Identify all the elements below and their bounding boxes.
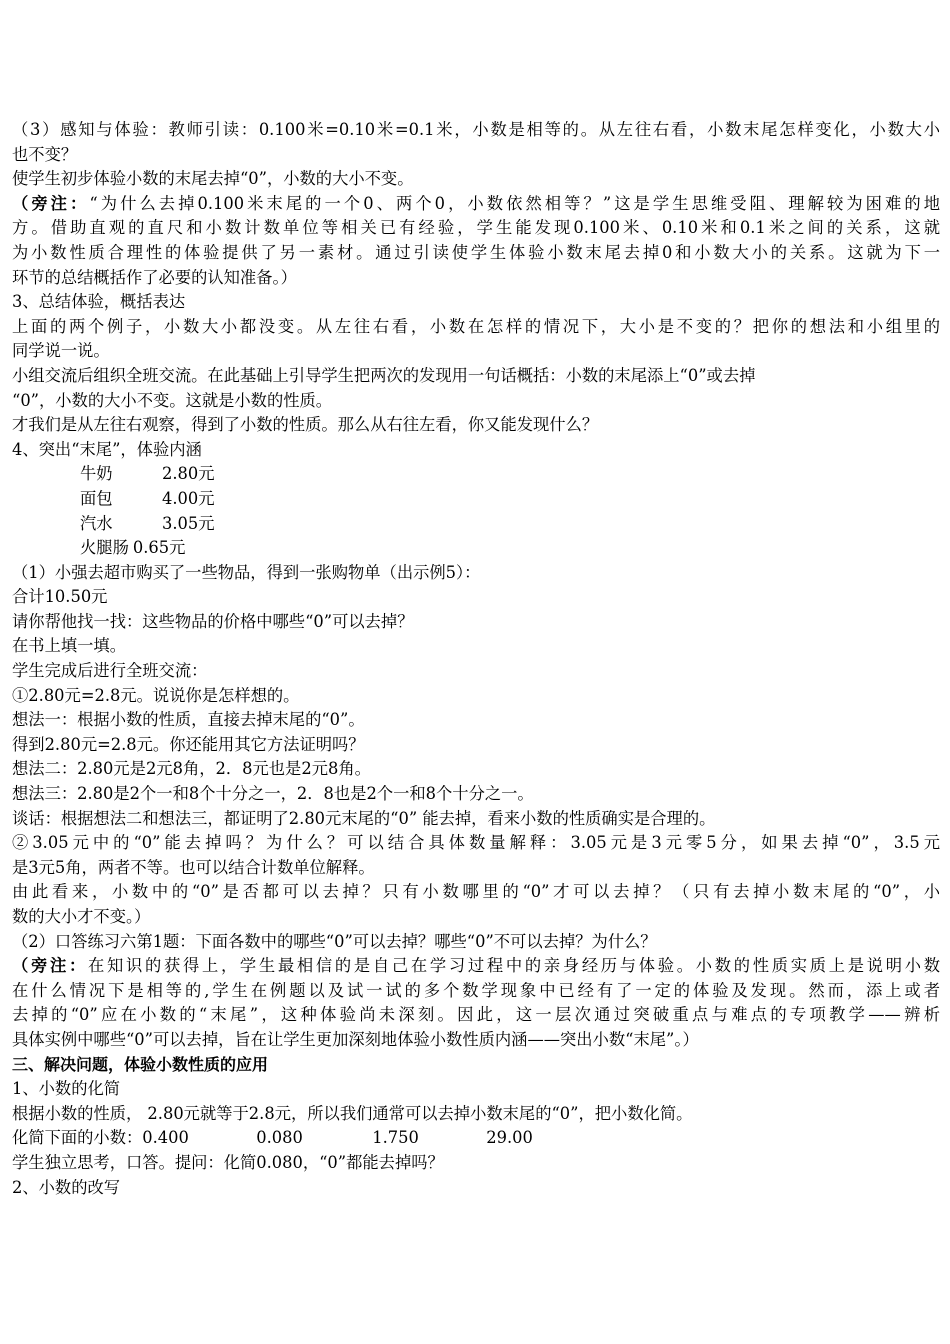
text-line: 为小数性质合理性的体验提供了另一素材。通过引读使学生体验小数末尾去掉0和小数大小的关系。这就为下一 (12, 242, 940, 262)
item-name: 汽水 (80, 513, 113, 533)
side-note-label: （旁注： (12, 956, 88, 976)
item-name: 火腿肠 (80, 538, 129, 558)
text-line: 小组交流后组织全班交流。在此基础上引导学生把两次的发现用一句话概括：小数的末尾添上“0”或去掉 (12, 365, 756, 385)
side-note-label: （旁注： (12, 193, 90, 213)
section-heading: 1、小数的化简 (12, 1079, 121, 1099)
text-line: 请你帮他找一找：这些物品的价格中哪些“0”可以去掉？ (12, 611, 414, 631)
text-line: 学生完成后进行全班交流： (12, 661, 208, 681)
text-line: 也不变？ (12, 144, 78, 164)
text-line: 数的大小才不变。） (12, 907, 151, 926)
simplify-value: 0.400 (142, 1128, 189, 1148)
text-line: 由此看来，小数中的“0”是否都可以去掉？只有小数哪里的“0”才可以去掉？（只有去掉小数末尾的“0”，小 (12, 882, 940, 902)
text-line: （1）小强去超市购买了一些物品，得到一张购物单（出示例5）： (12, 562, 481, 582)
text-line: （3）感知与体验：教师引读：0.100米=0.10米=0.1米，小数是相等的。从左往右看，小数末尾怎样变化，小数大小 (12, 120, 940, 139)
document-page (0, 118, 950, 1200)
item-price: 3.05元 (162, 513, 215, 533)
text-line: 上面的两个例子，小数大小都没变。从左往右看，小数在怎样的情况下，大小是不变的？把你的想法和小组里的 (12, 316, 940, 336)
chapter-heading: 三、解决问题，体验小数性质的应用 (12, 1054, 269, 1074)
text-line: 使学生初步体验小数的末尾去掉“0”，小数的大小不变。 (12, 169, 414, 189)
simplify-label: 化简下面的小数： (12, 1128, 143, 1148)
simplify-value: 29.00 (486, 1128, 533, 1148)
text-line: 学生独立思考，口答。提问：化简0.080，“0”都能去掉吗？ (12, 1152, 444, 1172)
text-line: 合计10.50元 (12, 587, 108, 607)
simplify-value: 0.080 (256, 1128, 303, 1148)
simplify-exercise (0, 1126, 950, 1151)
receipt-item (0, 487, 950, 512)
item-name: 面包 (80, 488, 113, 508)
item-name: 牛奶 (80, 464, 113, 484)
section-heading: 3、总结体验，概括表达 (12, 292, 186, 312)
text-line: 想法一：根据小数的性质，直接去掉末尾的“0”。 (12, 710, 365, 730)
text-line: 谈话：根据想法二和想法三，都证明了2.80元末尾的“0” 能去掉，看来小数的性质确实是合理的。 (12, 808, 716, 828)
text-line: “0”，小数的大小不变。这就是小数的性质。 (12, 390, 333, 410)
section-heading: 2、小数的改写 (12, 1177, 121, 1197)
receipt-item (0, 462, 950, 487)
receipt-item (0, 536, 950, 561)
text-line: 去掉的“0”应在小数的“末尾”，这种体验尚未深刻。因此，这一层次通过突破重点与难点的专项教学——辨析 (12, 1005, 940, 1025)
text-line: 根据小数的性质， 2.80元就等于2.8元，所以我们通常可以去掉小数末尾的“0”，把小数化简。 (12, 1103, 693, 1123)
text-line: 环节的总结概括作了必要的认知准备。） (12, 267, 297, 287)
side-note-text: 在知识的获得上，学生最相信的是自己在学习过程中的亲身经历与体验。小数的性质实质上是说明小数 (87, 956, 940, 976)
text-line: （2）口答练习六第1题：下面各数中的哪些“0”可以去掉？哪些“0”不可以去掉？为什么？ (12, 931, 657, 951)
text-line: 才我们是从左往右观察，得到了小数的性质。那么从右往左看，你又能发现什么？ (12, 415, 599, 435)
text-line: 在什么情况下是相等的,学生在例题以及试一试的多个数学现象中已经有了一定的体验及发现。然而，添上或者 (12, 980, 940, 1000)
text-line: 具体实例中哪些“0”可以去掉，旨在让学生更加深刻地体验小数性质内涵——突出小数“末尾”。） (12, 1029, 699, 1049)
side-note-line (0, 954, 950, 979)
text-line: 想法三：2.80是2个一和8个十分之一，2．8也是2个一和8个十分之一。 (12, 784, 534, 804)
item-price: 2.80元 (162, 464, 215, 484)
text-line: 在书上填一填。 (12, 636, 126, 656)
text-line: ②3.05元中的“0”能去掉吗？为什么？可以结合具体数量解释：3.05元是3元零5分，如果去掉“0”，3.5元 (12, 833, 940, 853)
side-note-line (0, 192, 950, 217)
text-line: 是3元5角，两者不等。也可以结合计数单位解释。 (12, 857, 375, 877)
receipt-item (0, 512, 950, 537)
text-line: 方。借助直观的直尺和小数计数单位等相关已有经验，学生能发现0.100米、0.10米和0.1米之间的关系，这就 (12, 218, 940, 238)
item-price: 0.65元 (132, 538, 186, 558)
text-line: ①2.80元=2.8元。说说你是怎样想的。 (12, 685, 300, 705)
item-price: 4.00元 (162, 488, 215, 508)
text-line: 想法二：2.80元是2元8角，2．8元也是2元8角。 (12, 759, 371, 779)
simplify-value: 1.750 (372, 1128, 419, 1148)
text-line: 得到2.80元=2.8元。你还能用其它方法证明吗？ (12, 734, 365, 754)
text-line: 同学说一说。 (12, 341, 110, 361)
section-heading: 4、突出“末尾”，体验内涵 (12, 439, 202, 459)
side-note-text: “为什么去掉0.100米末尾的一个0、两个0，小数依然相等？”这是学生思维受阻、理解较为困难的地 (89, 193, 940, 213)
